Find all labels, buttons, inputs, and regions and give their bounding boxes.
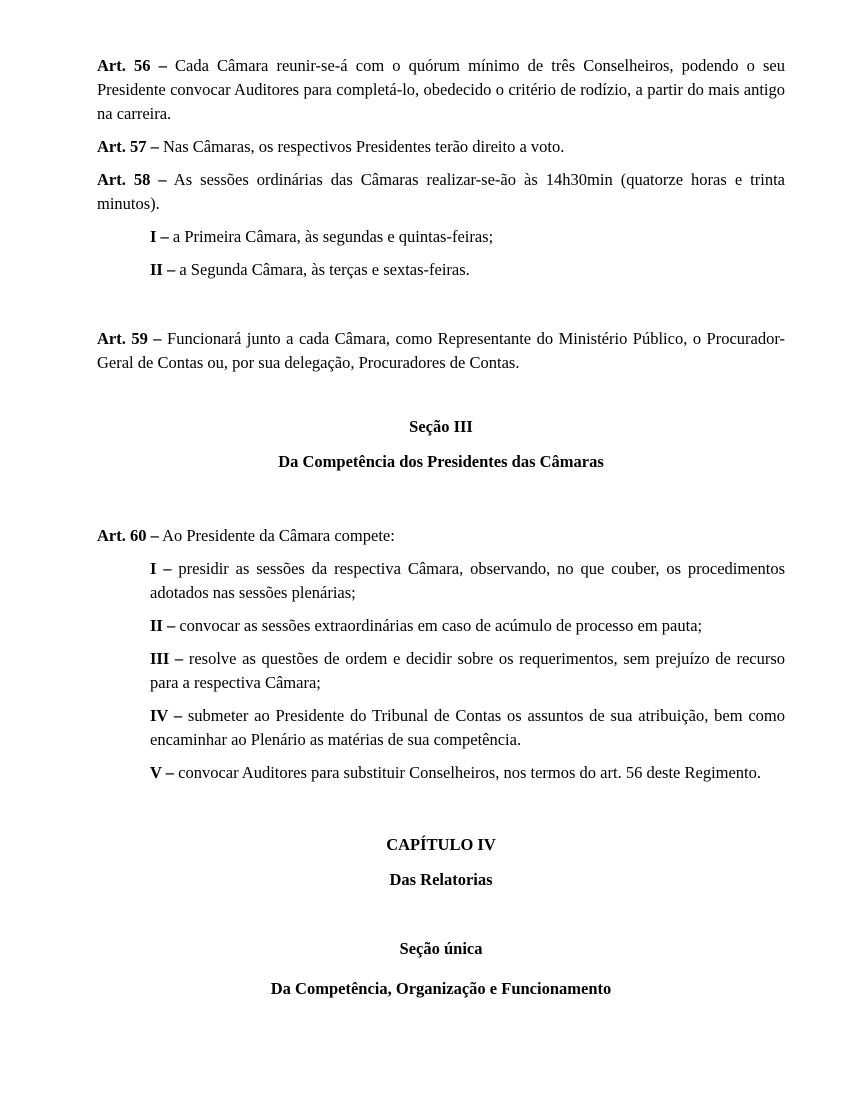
article-56-text: Cada Câmara reunir-se-á com o quórum mínimo de três Conselheiros, podendo o seu Presidente convocar Auditores para completá-lo, obedecido o critério de rodízio, a partir do mais antigo na carreira. [97,56,786,123]
article-60-item-5-label: V – [150,763,174,782]
article-60-item-3-label: III – [150,649,184,668]
document-content [97,54,785,1010]
article-60-item-3 [97,647,785,695]
article-60-item-1 [97,557,785,605]
article-58-item-1 [97,225,785,249]
article-58-item-2-text: a Segunda Câmara, às terças e sextas-feiras. [179,260,470,279]
article-60-item-5-text: convocar Auditores para substituir Conselheiros, nos termos do art. 56 deste Regimento. [178,763,762,782]
article-60-item-5 [97,761,785,785]
article-58-item-2 [97,258,785,282]
article-60-item-2 [97,614,785,638]
article-58-item-1-label: I – [150,227,169,246]
article-60-item-2-label: II – [150,616,176,635]
chapter-4-title: CAPÍTULO IV [386,835,496,854]
article-60-item-4 [97,704,785,752]
article-56-label: Art. 56 – [97,56,167,75]
article-58-item-2-label: II – [150,260,176,279]
section-3-title: Seção III [409,417,473,436]
article-60-item-4-label: IV – [150,706,183,725]
article-60-item-4-text: submeter ao Presidente do Tribunal de Contas os assuntos de sua atribuição, bem como encaminhar ao Plenário as matérias de sua competência. [150,706,786,749]
article-59-label: Art. 59 – [97,329,162,348]
single-section-subtitle: Da Competência, Organização e Funcionamento [270,979,612,998]
article-60-item-1-label: I – [150,559,172,578]
article-57-label: Art. 57 – [97,137,159,156]
article-58-item-1-text: a Primeira Câmara, às segundas e quintas-feiras; [172,227,494,246]
article-58-text: As sessões ordinárias das Câmaras realizar-se-ão às 14h30min (quatorze horas e trinta minutos). [97,170,786,213]
article-60-item-3-text: resolve as questões de ordem e decidir sobre os requerimentos, sem prejuízo de recurso para a respectiva Câmara; [150,649,786,692]
article-56-paragraph [97,54,785,126]
article-58-paragraph [97,168,785,216]
single-section-title: Seção única [399,939,483,958]
article-59-paragraph [97,327,785,375]
article-57-text: Nas Câmaras, os respectivos Presidentes terão direito a voto. [162,137,565,156]
chapter-4-subtitle: Das Relatorias [389,870,493,889]
article-60-paragraph [97,524,785,548]
article-57-paragraph [97,135,785,159]
section-3-subtitle: Da Competência dos Presidentes das Câmaras [278,452,604,471]
article-60-text: Ao Presidente da Câmara compete: [162,526,395,545]
article-59-text: Funcionará junto a cada Câmara, como Representante do Ministério Público, o Procurador-Geral de Contas ou, por sua delegação, Procuradores de Contas. [97,329,786,372]
article-60-label: Art. 60 – [97,526,159,545]
article-58-label: Art. 58 – [97,170,167,189]
article-60-item-1-text: presidir as sessões da respectiva Câmara, observando, no que couber, os procedimentos adotados nas sessões plenárias; [150,559,786,602]
article-60-item-2-text: convocar as sessões extraordinárias em caso de acúmulo de processo em pauta; [179,616,703,635]
